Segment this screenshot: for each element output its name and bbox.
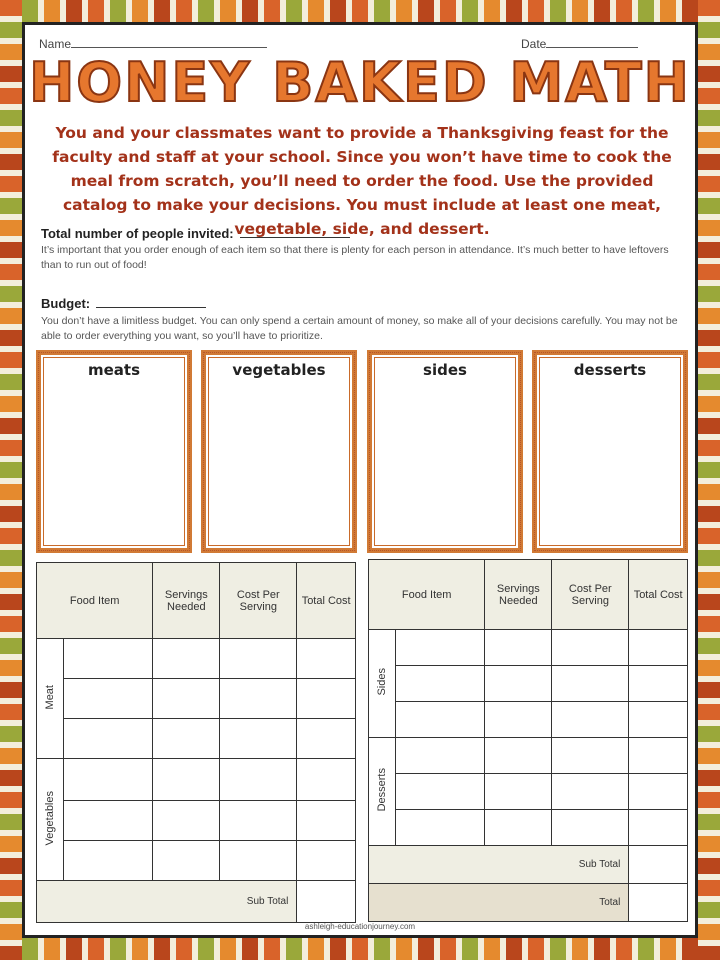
table-cell[interactable]: [552, 774, 629, 810]
table-cell[interactable]: [220, 679, 297, 719]
desserts-box[interactable]: [532, 350, 688, 553]
table-cell[interactable]: [297, 841, 356, 881]
total-cell[interactable]: [629, 884, 688, 922]
people-label-line: [41, 225, 350, 241]
people-blank[interactable]: [240, 225, 350, 238]
name-label: Name: [39, 37, 72, 51]
total-label: Total: [369, 884, 629, 922]
subtotal-label: Sub Total: [37, 881, 297, 923]
table-cell[interactable]: [485, 666, 552, 702]
meats-box[interactable]: [36, 350, 192, 553]
table-cell[interactable]: [396, 702, 485, 738]
box-title: sides: [423, 361, 467, 379]
table-cell[interactable]: [552, 738, 629, 774]
group-vegetables: [37, 759, 64, 881]
budget-note: You don’t have a limitless budget. You can only spend a certain amount of money, so make all of your decisions carefully. You may not be able to order everything you want, so you’ll have to prioritize.: [41, 315, 678, 342]
table-cell[interactable]: [153, 679, 220, 719]
table-cell[interactable]: [297, 759, 356, 801]
table-cell[interactable]: [485, 810, 552, 846]
col-total-cost: Total Cost: [297, 563, 356, 639]
date-label: Date: [521, 37, 547, 51]
col-cost-per-serving: Cost Per Serving: [220, 563, 297, 639]
meat-vegetables-table: [36, 562, 356, 923]
table-cell[interactable]: [629, 774, 688, 810]
group-meat: [37, 639, 64, 759]
sides-desserts-table: [368, 559, 688, 922]
table-cell[interactable]: [629, 738, 688, 774]
subtotal-label: Sub Total: [369, 846, 629, 884]
table-cell[interactable]: [64, 639, 153, 679]
footer-credit: ashleigh-educationjourney.com: [304, 922, 416, 931]
group-sides: [369, 630, 396, 738]
table-cell[interactable]: [552, 630, 629, 666]
table-cell[interactable]: [64, 759, 153, 801]
subtotal-cell[interactable]: [629, 846, 688, 884]
col-servings-needed: Servings Needed: [485, 560, 552, 630]
table-cell[interactable]: [396, 666, 485, 702]
table-cell[interactable]: [220, 841, 297, 881]
table-cell[interactable]: [153, 801, 220, 841]
group-label: Meat: [44, 684, 56, 710]
table-cell[interactable]: [297, 801, 356, 841]
table-cell[interactable]: [64, 841, 153, 881]
group-label: Desserts: [376, 768, 388, 812]
decorative-border-right: [698, 0, 720, 960]
people-label: Total number of people invited:: [41, 226, 234, 241]
table-cell[interactable]: [485, 630, 552, 666]
worksheet-page: [22, 22, 698, 938]
vegetables-box[interactable]: [201, 350, 357, 553]
page-title: HONEY BAKED MATH: [29, 51, 691, 114]
group-label: Sides: [376, 668, 388, 696]
budget-label: Budget:: [41, 296, 91, 311]
intro-paragraph: You and your classmates want to provide a Thanksgiving feast for the faculty and staff at your school. Since you won’t have time to cook the meal from scratch, you’ll need to order the food. Use the provided catalog to make your decisions. You must include at least one meat, vegetable, side, and dessert.: [52, 124, 672, 238]
col-total-cost: Total Cost: [629, 560, 688, 630]
box-title: vegetables: [232, 361, 326, 379]
sides-box[interactable]: [367, 350, 523, 553]
col-food-item: Food Item: [37, 563, 153, 639]
name-blank[interactable]: [71, 37, 267, 48]
table-cell[interactable]: [552, 702, 629, 738]
table-cell[interactable]: [297, 719, 356, 759]
table-cell[interactable]: [552, 810, 629, 846]
col-servings-needed: Servings Needed: [153, 563, 220, 639]
table-cell[interactable]: [220, 759, 297, 801]
budget-label-line: [41, 295, 206, 311]
table-cell[interactable]: [297, 679, 356, 719]
table-cell[interactable]: [396, 774, 485, 810]
table-cell[interactable]: [485, 738, 552, 774]
budget-blank[interactable]: [96, 295, 206, 308]
table-cell[interactable]: [220, 639, 297, 679]
table-cell[interactable]: [396, 630, 485, 666]
decorative-border-left: [0, 0, 22, 960]
table-cell[interactable]: [629, 630, 688, 666]
table-cell[interactable]: [64, 719, 153, 759]
table-cell[interactable]: [396, 738, 485, 774]
table-cell[interactable]: [220, 801, 297, 841]
box-title: desserts: [573, 361, 647, 379]
table-cell[interactable]: [297, 639, 356, 679]
table-cell[interactable]: [153, 719, 220, 759]
table-cell[interactable]: [153, 841, 220, 881]
group-desserts: [369, 738, 396, 846]
date-line: [521, 37, 638, 51]
table-cell[interactable]: [485, 774, 552, 810]
table-cell[interactable]: [629, 666, 688, 702]
col-food-item: Food Item: [369, 560, 485, 630]
table-cell[interactable]: [485, 702, 552, 738]
table-cell[interactable]: [220, 719, 297, 759]
group-label: Vegetables: [44, 790, 56, 846]
table-cell[interactable]: [629, 702, 688, 738]
table-cell[interactable]: [64, 679, 153, 719]
table-cell[interactable]: [552, 666, 629, 702]
col-cost-per-serving: Cost Per Serving: [552, 560, 629, 630]
table-cell[interactable]: [153, 639, 220, 679]
date-blank[interactable]: [546, 37, 638, 48]
table-cell[interactable]: [629, 810, 688, 846]
box-title: meats: [87, 361, 141, 379]
subtotal-cell[interactable]: [297, 881, 356, 923]
table-cell[interactable]: [153, 759, 220, 801]
people-note: It’s important that you order enough of each item so that there is plenty for each person in attendance. It’s much better to have leftovers than to run out of food!: [41, 244, 669, 271]
name-line: [39, 37, 267, 51]
table-cell[interactable]: [64, 801, 153, 841]
table-cell[interactable]: [396, 810, 485, 846]
